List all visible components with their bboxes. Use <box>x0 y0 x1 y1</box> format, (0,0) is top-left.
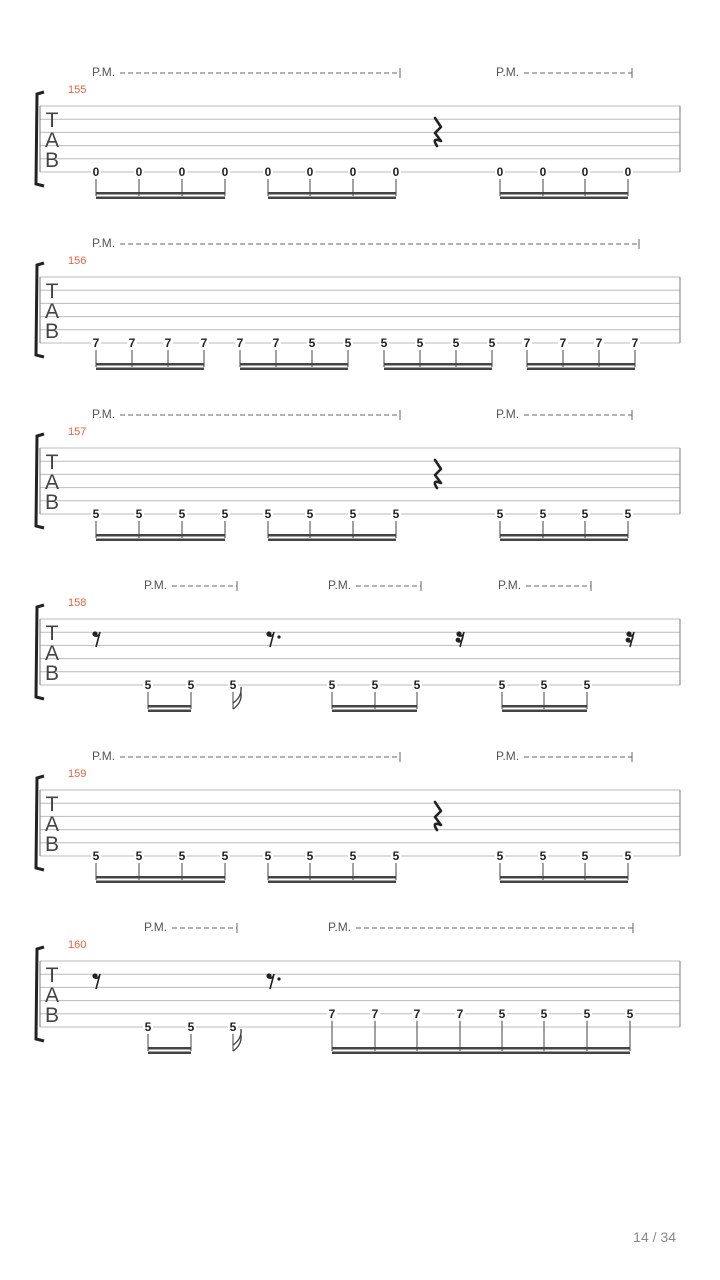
palm-mute-label: P.M. <box>498 578 522 592</box>
tab-clef-letter: B <box>44 491 60 514</box>
fret-number: 5 <box>135 849 143 863</box>
tab-clef-letter: T <box>45 964 59 987</box>
beam-secondary <box>268 539 396 542</box>
fret-number: 7 <box>631 336 639 350</box>
palm-mute-label: P.M. <box>144 920 168 934</box>
fret-number: 5 <box>539 507 547 521</box>
beam-primary <box>268 192 396 195</box>
fret-number: 5 <box>380 336 388 350</box>
fret-number: 5 <box>349 849 357 863</box>
fret-number: 7 <box>236 336 244 350</box>
fret-number: 5 <box>221 507 229 521</box>
fret-number: 5 <box>306 507 314 521</box>
tab-clef-letter: B <box>44 662 60 685</box>
fret-number: 0 <box>581 165 589 179</box>
beam-secondary <box>500 539 628 542</box>
beam-secondary <box>502 710 587 713</box>
beam-secondary <box>332 1052 630 1055</box>
fret-number: 5 <box>392 507 400 521</box>
fret-number: 5 <box>452 336 460 350</box>
beam-primary <box>502 705 587 708</box>
beam-secondary <box>268 881 396 884</box>
beam-secondary <box>96 881 225 884</box>
fret-number: 0 <box>624 165 632 179</box>
palm-mute-label: P.M. <box>328 578 352 592</box>
palm-mute-label: P.M. <box>92 749 116 763</box>
fret-number: 0 <box>264 165 272 179</box>
beam-primary <box>384 363 492 366</box>
fret-number: 5 <box>624 507 632 521</box>
beam-secondary <box>268 197 396 200</box>
fret-number: 5 <box>187 1020 195 1034</box>
fret-number: 5 <box>581 849 589 863</box>
tab-clef-letter: B <box>44 833 60 856</box>
tab-clef-letter: A <box>44 129 60 152</box>
tab-clef-letter: A <box>44 471 60 494</box>
tab-clef-letter: A <box>44 813 60 836</box>
palm-mute-label: P.M. <box>92 65 116 79</box>
fret-number: 7 <box>456 1006 464 1021</box>
fret-number: 5 <box>581 507 589 521</box>
tab-system-157 <box>36 407 680 541</box>
measure-number: 155 <box>68 84 87 96</box>
eighth-rest-icon <box>266 973 280 989</box>
palm-mute-label: P.M. <box>144 578 168 592</box>
fret-number: 5 <box>416 336 424 350</box>
fret-number: 5 <box>221 849 229 863</box>
palm-mute-label: P.M. <box>496 65 520 79</box>
fret-number: 5 <box>144 1020 152 1034</box>
beam-primary <box>96 192 225 195</box>
fret-number: 7 <box>523 336 531 350</box>
beam-secondary <box>148 710 191 713</box>
beam-primary <box>332 1047 630 1050</box>
fret-number: 5 <box>92 849 100 863</box>
fret-number: 5 <box>540 678 548 692</box>
beam-secondary <box>332 710 417 713</box>
beam-secondary <box>527 368 635 371</box>
fret-number: 5 <box>264 507 272 521</box>
beam-primary <box>148 1047 191 1050</box>
fret-number: 5 <box>626 1006 634 1021</box>
fret-number: 7 <box>559 336 567 350</box>
page-indicator: 14 / 34 <box>633 1229 676 1245</box>
fret-number: 7 <box>595 336 603 350</box>
fret-number: 7 <box>164 336 172 350</box>
fret-number: 0 <box>135 165 143 179</box>
measure-number: 157 <box>68 426 87 438</box>
fret-number: 5 <box>178 507 186 521</box>
beam-primary <box>500 534 628 537</box>
fret-number: 5 <box>539 849 547 863</box>
fret-number: 5 <box>135 507 143 521</box>
measure-number: 159 <box>68 768 87 780</box>
tab-clef-letter: A <box>44 642 60 665</box>
measure-number: 156 <box>68 255 87 267</box>
fret-number: 5 <box>144 678 152 692</box>
palm-mute-label: P.M. <box>328 920 352 934</box>
beam-primary <box>148 705 191 708</box>
beam-primary <box>500 876 628 879</box>
fret-number: 5 <box>488 336 496 350</box>
fret-number: 5 <box>624 849 632 863</box>
beam-secondary <box>96 368 204 371</box>
fret-number: 5 <box>583 1006 591 1021</box>
fret-number: 5 <box>344 336 352 350</box>
palm-mute-label: P.M. <box>496 407 520 421</box>
tab-clef-letter: B <box>44 320 60 343</box>
tab-clef-letter: B <box>44 1004 60 1027</box>
beam-primary <box>332 705 417 708</box>
fret-number: 5 <box>349 507 357 521</box>
fret-number: 7 <box>92 336 100 350</box>
eighth-rest-icon <box>92 631 100 647</box>
eighth-rest-icon <box>266 631 280 647</box>
tab-clef-letter: T <box>45 451 59 474</box>
fret-number: 5 <box>187 678 195 692</box>
beam-secondary <box>148 1052 191 1055</box>
beam-secondary <box>96 197 225 200</box>
tab-system-156 <box>36 236 680 370</box>
fret-number: 0 <box>496 165 504 179</box>
fret-number: 7 <box>200 336 208 350</box>
beam-primary <box>500 192 628 195</box>
fret-number: 7 <box>371 1006 379 1021</box>
fret-number: 5 <box>413 678 421 692</box>
fret-number: 7 <box>272 336 280 350</box>
fret-number: 5 <box>92 507 100 521</box>
fret-number: 5 <box>229 1020 237 1034</box>
fret-number: 0 <box>349 165 357 179</box>
beam-primary <box>240 363 348 366</box>
fret-number: 7 <box>413 1006 421 1021</box>
fret-number: 5 <box>306 849 314 863</box>
beam-primary <box>96 534 225 537</box>
fret-number: 0 <box>539 165 547 179</box>
fret-number: 5 <box>328 678 336 692</box>
tab-system-155 <box>36 65 680 199</box>
fret-number: 5 <box>583 678 591 692</box>
sixteenth-rest-icon <box>626 631 634 647</box>
beam-primary <box>268 534 396 537</box>
beam-secondary <box>500 197 628 200</box>
tab-clef-letter: T <box>45 280 59 303</box>
fret-number: 7 <box>128 336 136 350</box>
tab-system-159 <box>36 749 680 883</box>
sixteenth-rest-icon <box>456 631 464 647</box>
tab-clef-letter: A <box>44 984 60 1007</box>
fret-number: 7 <box>328 1006 336 1021</box>
tab-clef-letter: A <box>44 300 60 323</box>
fret-number: 5 <box>229 678 237 692</box>
measure-number: 158 <box>68 597 87 609</box>
palm-mute-label: P.M. <box>92 407 116 421</box>
beam-secondary <box>384 368 492 371</box>
beam-secondary <box>500 881 628 884</box>
beam-primary <box>96 876 225 879</box>
fret-number: 0 <box>221 165 229 179</box>
fret-number: 5 <box>178 849 186 863</box>
fret-number: 5 <box>496 849 504 863</box>
fret-number: 0 <box>178 165 186 179</box>
fret-number: 5 <box>308 336 316 350</box>
beam-primary <box>96 363 204 366</box>
tab-clef-letter: T <box>45 622 59 645</box>
tab-clef-letter: T <box>45 109 59 132</box>
palm-mute-label: P.M. <box>496 749 520 763</box>
beam-secondary <box>96 539 225 542</box>
beam-primary <box>527 363 635 366</box>
measure-number: 160 <box>68 939 87 951</box>
fret-number: 5 <box>392 849 400 863</box>
beam-primary <box>268 876 396 879</box>
fret-number: 5 <box>496 507 504 521</box>
fret-number: 5 <box>264 849 272 863</box>
fret-number: 5 <box>498 678 506 692</box>
fret-number: 5 <box>371 678 379 692</box>
tab-system-158 <box>36 578 680 712</box>
beam-secondary <box>240 368 348 371</box>
tab-clef-letter: T <box>45 793 59 816</box>
tab-clef-letter: B <box>44 149 60 172</box>
palm-mute-label: P.M. <box>92 236 116 250</box>
fret-number: 0 <box>92 165 100 179</box>
fret-number: 0 <box>306 165 314 179</box>
tab-system-160 <box>36 920 680 1054</box>
fret-number: 5 <box>498 1006 506 1021</box>
eighth-rest-icon <box>92 973 100 989</box>
fret-number: 5 <box>540 1006 548 1021</box>
fret-number: 0 <box>392 165 400 179</box>
